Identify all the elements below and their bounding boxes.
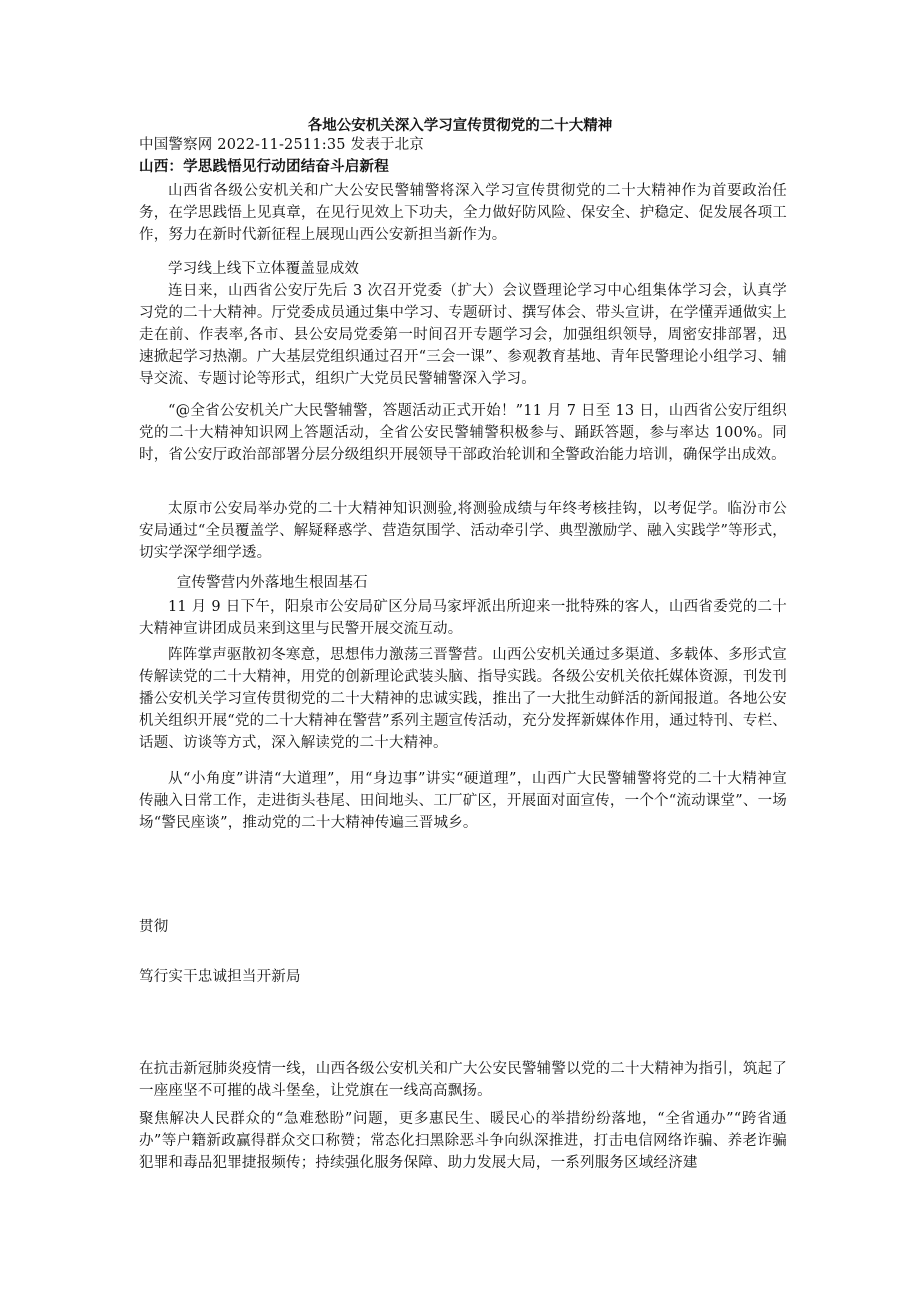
paragraph-epidemic: 在抗击新冠肺炎疫情一线，山西各级公安机关和广大公安民警辅警以党的二十大精神为指引，筑起了一座座坚不可摧的战斗堡垒，让党旗在一线高高飘扬。 bbox=[139, 1061, 787, 1099]
subheading-study: 学习线上线下立体覆盖显成效 bbox=[168, 261, 360, 277]
paragraph-study-2: “@全省公安机关广大民警辅警，答题活动正式开始！”11 月 7 日至 13 日，山西省公安厅组织党的二十大精神知识网上答题活动，全省公安民警辅警积极参与、踊跃答题，参与率达 100%。同时，省公安厅政治部部署分层分级组织开展领导干部政治轮训和全警政治能力培训，确保学出成效。 bbox=[139, 403, 787, 463]
paragraph-intro: 山西省各级公安机关和广大公安民警辅警将深入学习宣传贯彻党的二十大精神作为首要政治任务，在学思践悟上见真章，在见行见效上下功夫，全力做好防风险、保安全、护稳定、促发展各项工作，努力在新时代新征程上展现山西公安新担当新作为。 bbox=[139, 183, 787, 243]
article-title: 各地公安机关深入学习宣传贯彻党的二十大精神 bbox=[307, 118, 613, 134]
paragraph-study-3: 太原市公安局举办党的二十大精神知识测验,将测验成绩与年终考核挂钩，以考促学。临汾市公安局通过“全员覆盖学、解疑释惑学、营造氛围学、活动牵引学、典型激励学、融入实践学”等形式，切实学深学细学透。 bbox=[139, 501, 787, 561]
section-heading-shanxi: 山西：学思践悟见行动团结奋斗启新程 bbox=[139, 159, 389, 175]
paragraph-publicity-1: 11 月 9 日下午，阳泉市公安局矿区分局马家坪派出所迎来一批特殊的客人，山西省委党的二十大精神宣讲团成员来到这里与民警开展交流互动。 bbox=[139, 599, 787, 637]
line-duxing: 笃行实干忠诚担当开新局 bbox=[139, 969, 301, 985]
line-guanche: 贯彻 bbox=[139, 919, 169, 935]
subheading-publicity: 宣传警营内外落地生根固基石 bbox=[176, 575, 368, 591]
paragraph-livelihood: 聚焦解决人民群众的“急难愁盼”问题，更多惠民生、暖民心的举措纷纷落地，“全省通办”“跨省通办”等户籍新政赢得群众交口称赞；常态化扫黑除恶斗争向纵深推进，打击电信网络诈骗、养老诈骗犯罪和毒品犯罪捷报频传；持续强化服务保障、助力发展大局，一系列服务区域经济建 bbox=[139, 1111, 787, 1171]
paragraph-publicity-3: 从“小角度”讲清“大道理”，用“身边事”讲实“硬道理”，山西广大民警辅警将党的二十大精神宣传融入日常工作，走进街头巷尾、田间地头、工厂矿区，开展面对面宣传，一个个“流动课堂”、一场场“警民座谈”，推动党的二十大精神传遍三晋城乡。 bbox=[139, 771, 787, 831]
article-meta: 中国警察网 2022-11-2511:35 发表于北京 bbox=[139, 137, 425, 153]
paragraph-publicity-2: 阵阵掌声驱散初冬寒意，思想伟力激荡三晋警营。山西公安机关通过多渠道、多载体、多形式宣传解读党的二十大精神，用党的创新理论武装头脑、指导实践。各级公安机关依托媒体资源，刊发刊播公安机关学习宣传贯彻党的二十大精神的忠诚实践，推出了一大批生动鲜活的新闻报道。各地公安机关组织开展“党的二十大精神在警营”系列主题宣传活动，充分发挥新媒体作用，通过特刊、专栏、话题、访谈等方式，深入解读党的二十大精神。 bbox=[139, 647, 787, 751]
paragraph-study-1: 连日来，山西省公安厅先后 3 次召开党委（扩大）会议暨理论学习中心组集体学习会，认真学习党的二十大精神。厅党委成员通过集中学习、专题研讨、撰写体会、带头宣讲，在学懂弄通做实上走在前、作表率,各市、县公安局党委第一时间召开专题学习会，加强组织领导，周密安排部署，迅速掀起学习热潮。广大基层党组织通过召开“三会一课”、参观教育基地、青年民警理论小组学习、辅导交流、专题讨论等形式，组织广大党员民警辅警深入学习。 bbox=[139, 283, 787, 387]
